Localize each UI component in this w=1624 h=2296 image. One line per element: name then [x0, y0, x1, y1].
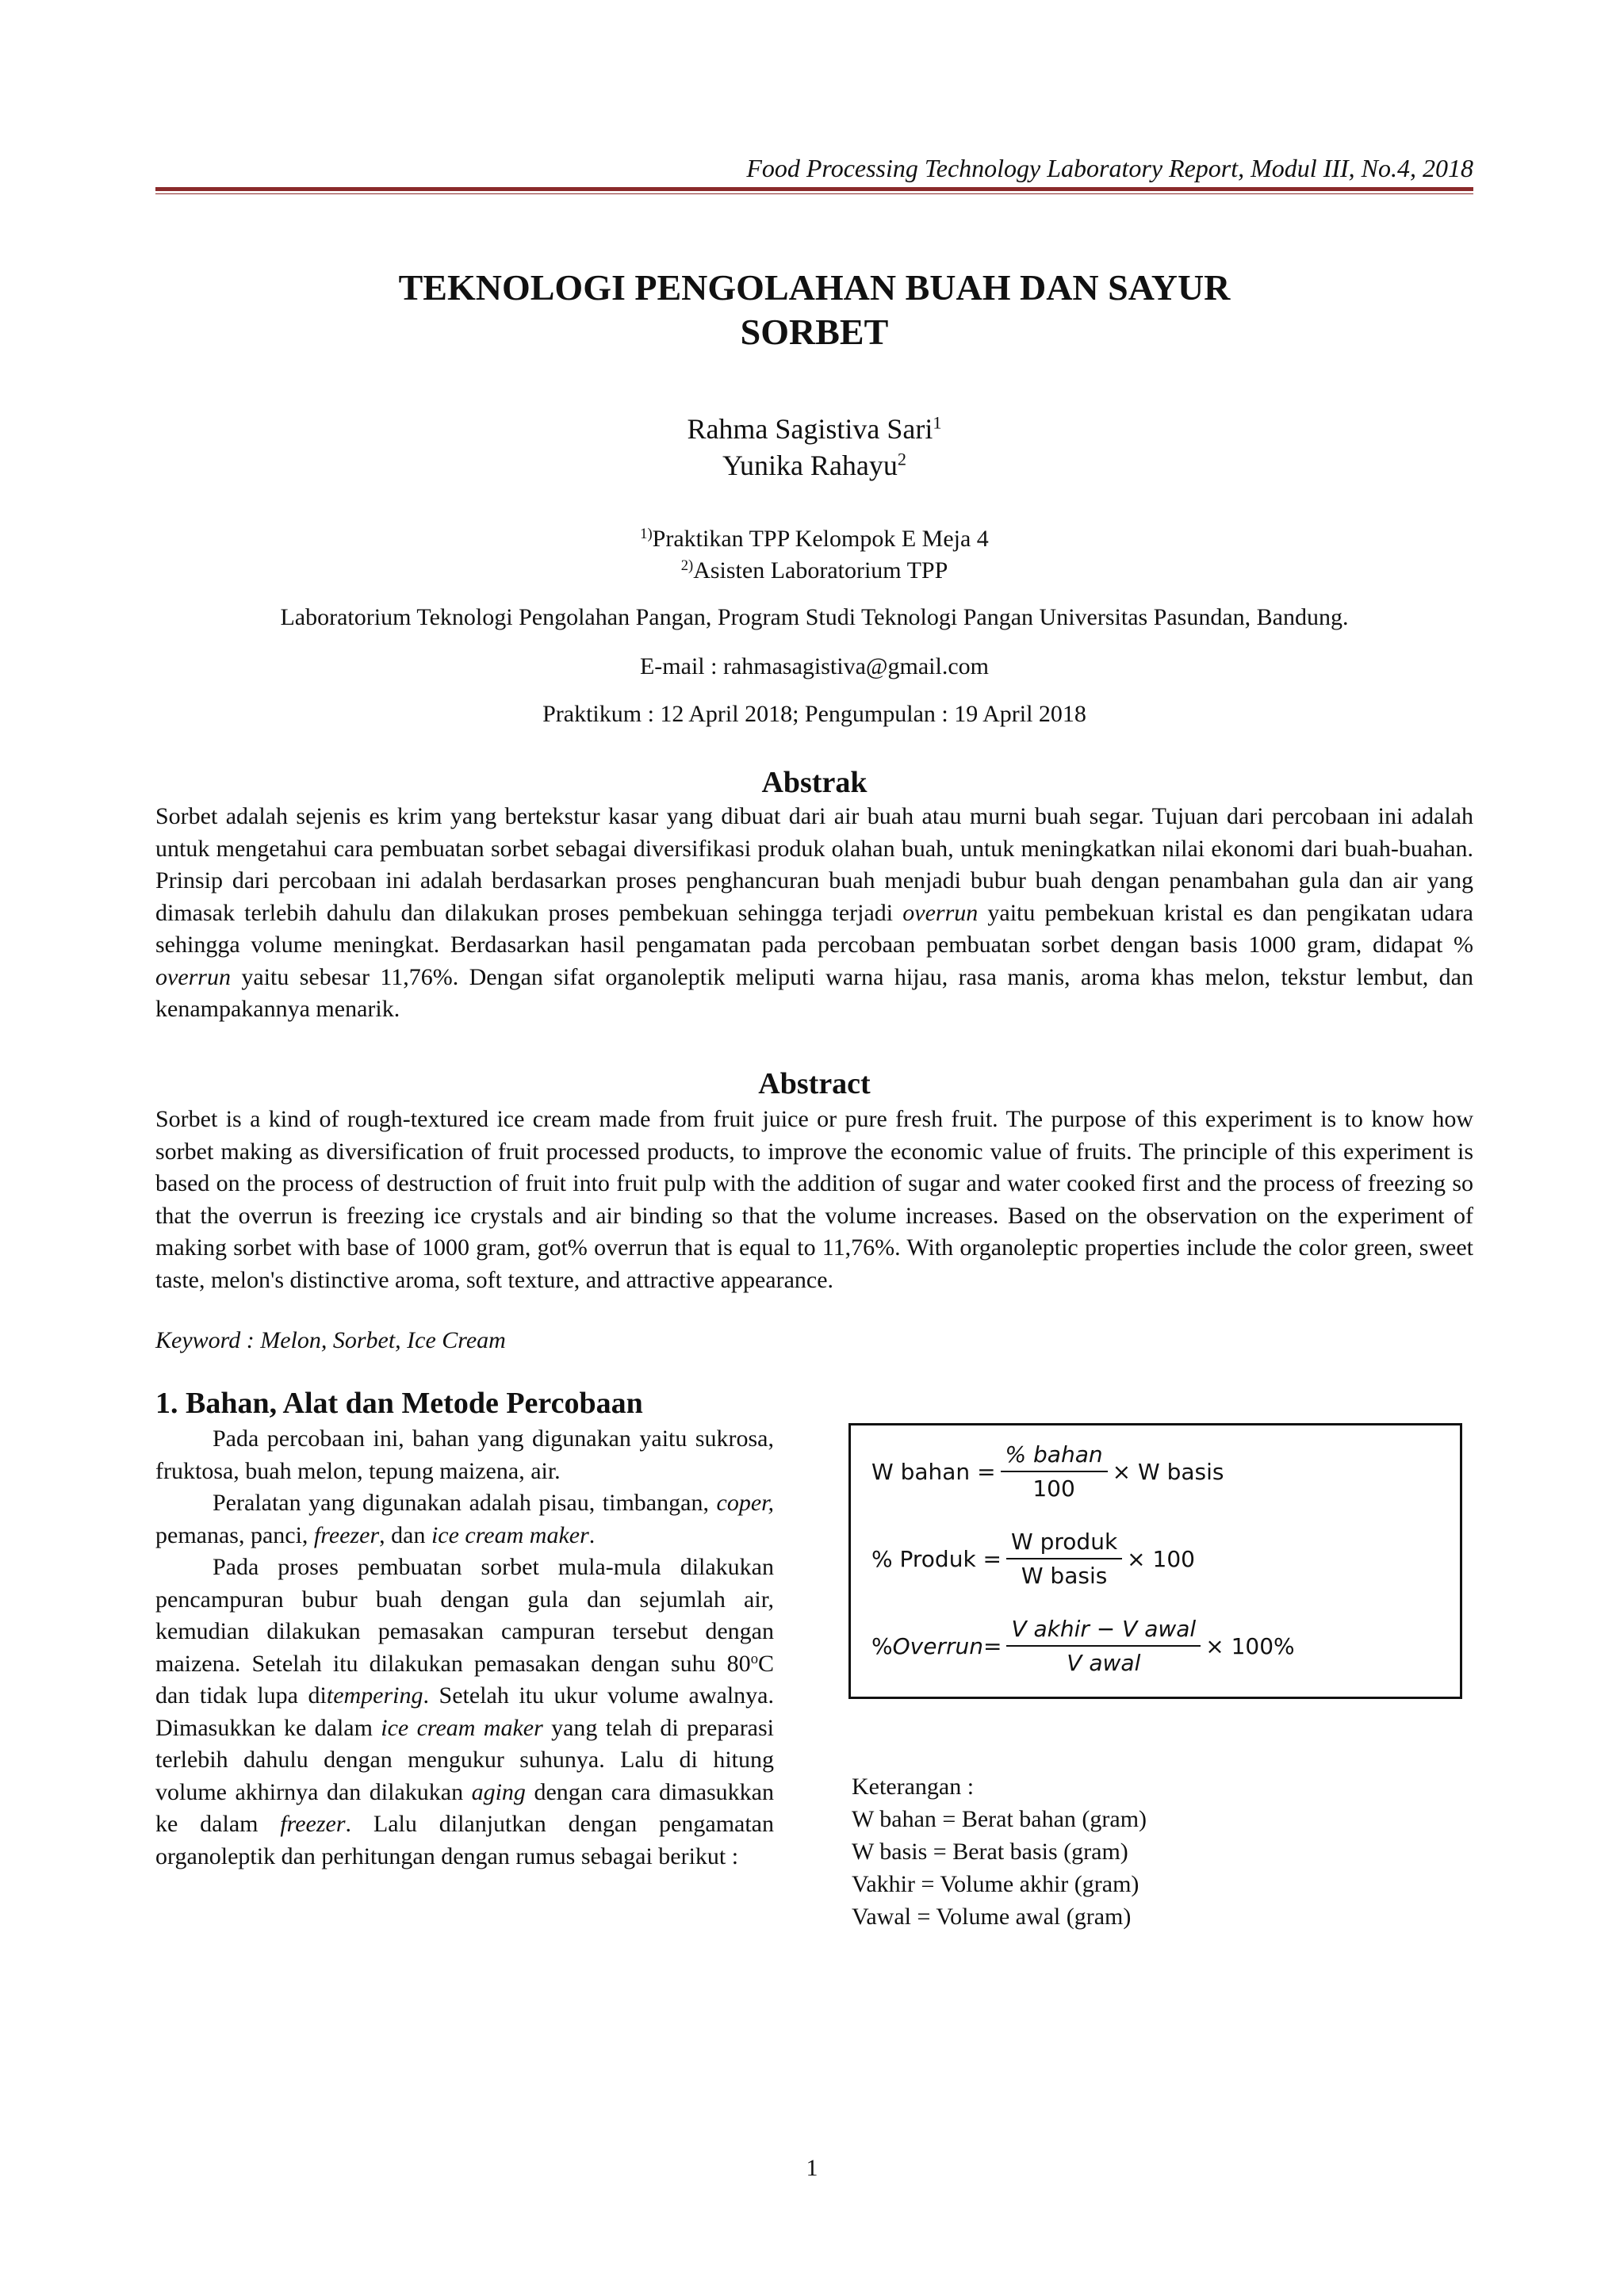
author-1	[155, 411, 1473, 447]
keterangan-item: Vawal = Volume awal (gram)	[852, 1904, 1132, 1930]
fraction	[1006, 1529, 1122, 1589]
text-part: C dan tidak lupa di	[155, 1650, 774, 1709]
paragraph-metode	[155, 1552, 774, 1873]
page-number: 1	[806, 2155, 818, 2181]
paragraph-bahan: Pada percobaan ini, bahan yang digunakan yaitu sukrosa, fruktosa, buah melon, tepung maizena, air.	[155, 1425, 774, 1484]
text-part: pemanas, panci,	[155, 1521, 314, 1548]
text-part: Pada proses pembuatan sorbet mula-mula dilakukan pencampuran bubur buah dengan gula dan sejumlah air, kemudian dilakukan pemasakan campuran tersebut dengan maizena. Setelah itu dilakukan pemasakan dengan suhu 80	[155, 1554, 774, 1677]
text-italic: ice cream maker	[381, 1714, 543, 1741]
degree-sup: o	[750, 1650, 758, 1667]
abstrak-italic: overrun	[155, 963, 231, 990]
header-rule-thick	[155, 187, 1473, 191]
formula-rhs: × 100	[1127, 1545, 1195, 1572]
text-part: . Lalu dilanjutkan dengan pengamatan organoleptik dan perhitungan dengan rumus sebagai berikut :	[155, 1811, 774, 1869]
affiliation-1	[155, 523, 1473, 555]
section-body	[155, 1423, 774, 1873]
dates: Praktikum : 12 April 2018; Pengumpulan : 19 April 2018	[542, 701, 1086, 727]
author-sup: 2	[897, 449, 907, 469]
abstract-text: Sorbet is a kind of rough-textured ice cream made from fruit juice or pure fresh fruit. The purpose of this experiment is to know how sorbet making as diversification of fruit processed products, to improve the economic value of fruits. The principle of this experiment is based on the process of destruction of fruit into fruit pulp with the addition of sugar and water cooked first and the process of freezing so that the overrun is freezing ice crystals and air binding so that the volume increases. Based on the observation on the experiment of making sorbet with base of 1000 gram, got% overrun that is equal to 11,76%. With organoleptic properties include the color green, sweet taste, melon's distinctive aroma, soft texture, and attractive appearance.	[155, 1106, 1473, 1293]
denominator: V awal	[1067, 1650, 1141, 1676]
numerator: % bahan	[1001, 1441, 1108, 1472]
paper-title	[155, 266, 1473, 354]
formula-lhs: W bahan =	[871, 1458, 996, 1485]
title-line-2: SORBET	[740, 312, 889, 352]
affiliation-sup: 1)	[640, 525, 653, 542]
email: E-mail : rahmasagistiva@gmail.com	[639, 653, 989, 679]
denominator: W basis	[1021, 1563, 1108, 1589]
formula-lhs-italic: Overrun	[892, 1632, 983, 1659]
affiliation-text: Praktikan TPP Kelompok E Meja 4	[652, 526, 989, 552]
text-part: , dan	[379, 1521, 431, 1548]
text-italic: aging	[471, 1778, 526, 1805]
author-list	[155, 411, 1473, 484]
keywords: Keyword : Melon, Sorbet, Ice Cream	[155, 1327, 506, 1353]
affiliation-2	[155, 555, 1473, 587]
text-part: Peralatan yang digunakan adalah pisau, timbangan,	[213, 1490, 717, 1516]
formula-rhs: × 100%	[1205, 1632, 1295, 1659]
author-2	[155, 447, 1473, 484]
formula-lhs: =	[982, 1632, 1002, 1659]
title-line-1: TEKNOLOGI PENGOLAHAN BUAH DAN SAYUR	[398, 267, 1231, 308]
formula-rhs: × W basis	[1112, 1458, 1224, 1485]
paragraph-alat	[155, 1487, 774, 1552]
affiliation-text: Asisten Laboratorium TPP	[693, 557, 948, 584]
abstrak-text	[155, 801, 1473, 1026]
formula-box	[848, 1423, 1462, 1699]
affiliations	[155, 523, 1473, 587]
keterangan-item: W bahan = Berat bahan (gram)	[852, 1806, 1147, 1832]
abstrak-part: Sorbet adalah sejenis es krim yang bertekstur kasar yang dibuat dari air buah atau murni buah segar. Tujuan dari percobaan ini adalah untuk mengetahui cara pembuatan sorbet sebagai diversifikasi produk olahan buah, untuk meningkatkan nilai ekonomi dari buah-buahan. Prinsip dari percobaan ini adalah berdasarkan proses penghancuran buah menjadi bubur buah dengan penambahan gula dan air yang dimasak terlebih dahulu dan dilakukan proses pembekuan sehingga terjadi	[155, 803, 1473, 926]
text-italic: freezer	[313, 1521, 380, 1548]
author-name: Rahma Sagistiva Sari	[687, 413, 933, 445]
fraction	[1001, 1441, 1108, 1502]
abstrak-part: yaitu sebesar 11,76%. Dengan sifat organoleptik meliputi warna hijau, rasa manis, aroma khas melon, tekstur lembut, dan kenampakannya menarik.	[155, 963, 1473, 1022]
formula-lhs: % Produk =	[871, 1545, 1002, 1572]
lab-affiliation: Laboratorium Teknologi Pengolahan Pangan, Program Studi Teknologi Pangan Universitas Pasundan, Bandung.	[280, 604, 1349, 630]
journal-header: Food Processing Technology Laboratory Report, Modul III, No.4, 2018	[746, 154, 1473, 182]
abstrak-part: yaitu pembekuan kristal es dan pengikatan udara sehingga volume meningkat. Berdasarkan hasil pengamatan pada percobaan pembuatan sorbet dengan basis 1000 gram, didapat %	[155, 899, 1473, 958]
numerator: V akhir − V awal	[1006, 1616, 1201, 1647]
text-part: .	[588, 1521, 596, 1548]
keterangan-list	[852, 1770, 1147, 1933]
text-italic: ice cream maker	[431, 1521, 589, 1548]
keterangan-title: Keterangan :	[852, 1774, 975, 1800]
text-italic: tempering	[326, 1682, 423, 1709]
formula-w-bahan	[871, 1441, 1224, 1502]
text-part: dengan cara dimasukkan ke dalam	[155, 1778, 775, 1837]
denominator: 100	[1032, 1475, 1075, 1502]
abstrak-italic: overrun	[902, 899, 979, 926]
text-italic: coper,	[716, 1490, 774, 1516]
fraction	[1006, 1616, 1201, 1676]
formula-produk	[871, 1529, 1195, 1589]
text-part: . Setelah itu ukur volume awalnya. Dimasukkan ke dalam	[155, 1682, 774, 1741]
keterangan-item: Vakhir = Volume akhir (gram)	[852, 1871, 1139, 1897]
author-sup: 1	[933, 412, 942, 433]
abstrak-heading: Abstrak	[761, 766, 868, 799]
header-rule-thin	[155, 193, 1473, 194]
keterangan-item: W basis = Berat basis (gram)	[852, 1839, 1128, 1865]
author-name: Yunika Rahayu	[722, 450, 898, 481]
text-part: yang telah di preparasi terlebih dahulu dengan mengukur suhunya. Lalu di hitung volume akhirnya dan dilakukan	[155, 1714, 775, 1805]
formula-overrun	[871, 1616, 1295, 1676]
abstract-heading: Abstract	[758, 1067, 871, 1100]
section-heading: 1. Bahan, Alat dan Metode Percobaan	[155, 1387, 643, 1420]
formula-lhs: %	[871, 1632, 893, 1659]
affiliation-sup: 2)	[680, 557, 694, 574]
text-italic: freezer	[280, 1811, 346, 1837]
numerator: W produk	[1006, 1529, 1122, 1559]
